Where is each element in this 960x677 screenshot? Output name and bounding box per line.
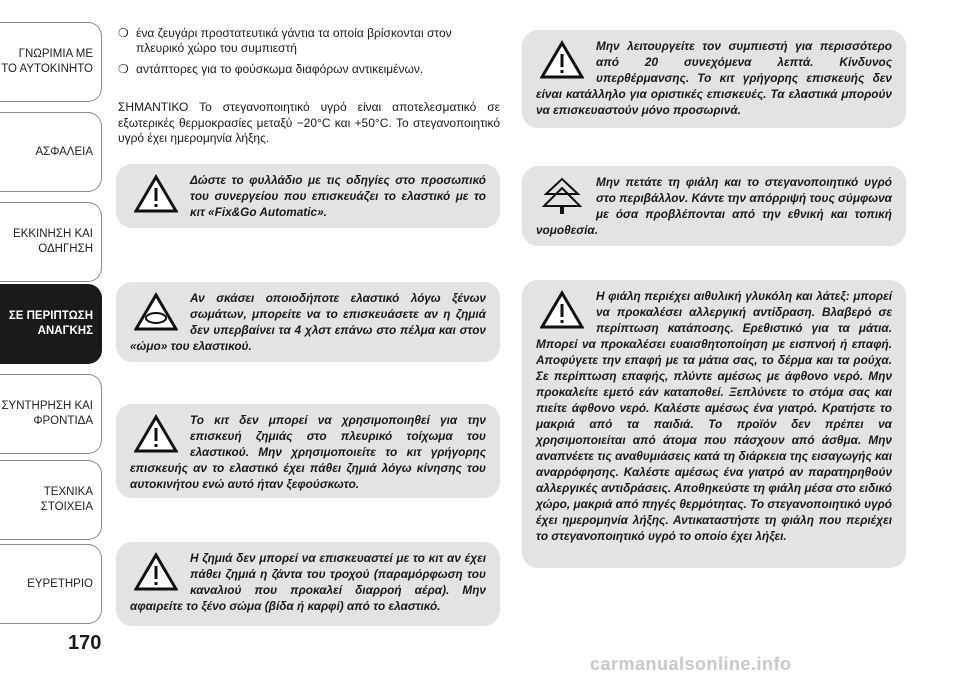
warning-box: Η φιάλη περιέχει αιθυλική γλυκόλη και λάτεξ: μπορεί να προκαλέσει αλλεργική αντίδραση. Βλαβερό σε περίπτωση κατάποσης. Ερεθιστικό για τα μάτια. Μπορεί να προκαλέσει ευαισθητοποίηση με εισπνοή ή επαφή. Αποφύγετε την επαφή με τα μάτια σας, το δέρμα και τα ρούχα. Σε περίπτωση επαφής, πλύντε αμέσως με άφθονο νερό. Μην προκαλείτε εμετό εάν καταποθεί. Ξεπλύνετε το στόμα σας και πιείτε άφθονο νερό. Καλέστε αμέσως ένα γιατρό. Κρατήστε το μακριά από τα παιδιά. Το προϊόν δεν πρέπει να χρησιμοποιείται από άτομα που πάσχουν από άσθμα. Μην αναπνέετε τις αναθυμιάσεις κατά τη διάρκεια της εισαγωγής και αναρρόφησης. Καλέστε αμέσως ένα γιατρό αν παρατηρηθούν αλλεργικές αντιδράσεις. Αποθηκεύστε τη φιάλη μέσα στο ειδικό χώρο, μακριά από πηγές θερμότητας. Το στεγανοποιητικό υγρό έχει ημερομηνία λήξης. Αντικαταστήστε τη φιάλη που περιέχει το στεγανοποιητικό υγρό το οποίο έχει λήξει. — [522, 280, 906, 568]
warning-box: Η ζημιά δεν μπορεί να επισκευαστεί με το κιτ αν έχει πάθει ζημιά η ζάντα του τροχού (παραμόρφωση του καναλιού που προκαλεί διαρροή αέρα). Μην αφαιρείτε το ξένο σώμα (βίδα ή καρφί) από το ελαστικό. — [116, 542, 500, 626]
tab-know-car[interactable]: ΓΝΩΡΙΜΙΑ ΜΕ ΤΟ ΑΥΤΟΚΙΝΗΤΟ — [0, 22, 102, 102]
environment-icon — [540, 176, 586, 220]
tyre-warning-icon — [134, 292, 180, 336]
warning-triangle-icon — [134, 552, 180, 596]
warning-box: Δώστε το φυλλάδιο με τις οδηγίες στο προσωπικό του συνεργείου που επισκευάζει το ελαστικό με το κιτ «Fix&Go Automatic». — [116, 164, 500, 228]
warning-triangle-icon — [540, 40, 586, 84]
list-item: ❍ ένα ζευγάρι προστατευτικά γάντια τα οποία βρίσκονται στον πλευρικό χώρο του συμπιεστή — [118, 26, 452, 55]
warning-box: Αν σκάσει οποιοδήποτε ελαστικό λόγω ξένων σωμάτων, μπορείτε να το επισκευάσετε αν η ζημιά δεν υπερβαίνει τα 4 χλστ επάνω στο πέλμα και στον «ώμο» του ελαστικού. — [116, 282, 500, 362]
tab-index[interactable]: ΕΥΡΕΤΗΡΙΟ — [0, 544, 102, 624]
circle-bullet-icon: ❍ — [118, 62, 129, 76]
warning-triangle-icon — [134, 174, 180, 218]
warning-box: Το κιτ δεν μπορεί να χρησιμοποιηθεί για την επισκευή ζημιάς στο πλευρικό τοίχωμα του ελαστικού. Μην χρησιμοποιείτε το κιτ γρήγορης επισκευής αν το ελαστικό έχει πάθει ζημιά λόγω κίνησης του αυτοκινήτου ενώ αυτό ήταν ξεφούσκωτο. — [116, 404, 500, 498]
tab-starting-driving[interactable]: ΕΚΚΙΝΗΣΗ ΚΑΙ ΟΔΗΓΗΣΗ — [0, 202, 102, 282]
tab-safety[interactable]: ΑΣΦΑΛΕΙΑ — [0, 112, 102, 192]
warning-triangle-icon — [134, 414, 180, 458]
tab-technical-data[interactable]: ΤΕΧΝΙΚΑ ΣΤΟΙΧΕΙΑ — [0, 460, 102, 540]
tab-maintenance[interactable]: ΣΥΝΤΗΡΗΣΗ ΚΑΙ ΦΡΟΝΤΙΔΑ — [0, 374, 102, 454]
circle-bullet-icon: ❍ — [118, 26, 129, 40]
tab-emergency[interactable]: ΣΕ ΠΕΡΙΠΤΩΣΗ ΑΝΑΓΚΗΣ — [0, 284, 102, 364]
warning-triangle-icon — [540, 290, 586, 334]
page-number: 170 — [68, 632, 102, 654]
important-note: ΣΗΜΑΝΤΙΚΟ Το στεγανοποιητικό υγρό είναι αποτελεσματικό σε εξωτερικές θερμοκρασίες μεταξύ −20°C και +50°C. Το στεγανοποιητικό υγρό έχει ημερομηνία λήξης. — [118, 100, 500, 145]
bullet-list — [118, 26, 498, 83]
watermark: carmanualsonline.info — [590, 654, 792, 674]
warning-box: Μην λειτουργείτε τον συμπιεστή για περισσότερο από 20 συνεχόμενα λεπτά. Κίνδυνος υπερθέρμανσης. Το κιτ γρήγορης επισκευής δεν είναι κατάλληλο για οριστικές επισκευές. Τα ελαστικά μπορούν να επισκευαστούν μόνο προσωρινά. — [522, 30, 906, 128]
warning-box: Μην πετάτε τη φιάλη και το στεγανοποιητικό υγρό στο περιβάλλον. Κάντε την απόρριψή τους σύμφωνα με όσα προβλέπονται από την εθνική και τοπική νομοθεσία. — [522, 166, 906, 246]
list-item: ❍ αντάπτορες για το φούσκωμα διαφόρων αντικειμένων. — [118, 62, 424, 76]
